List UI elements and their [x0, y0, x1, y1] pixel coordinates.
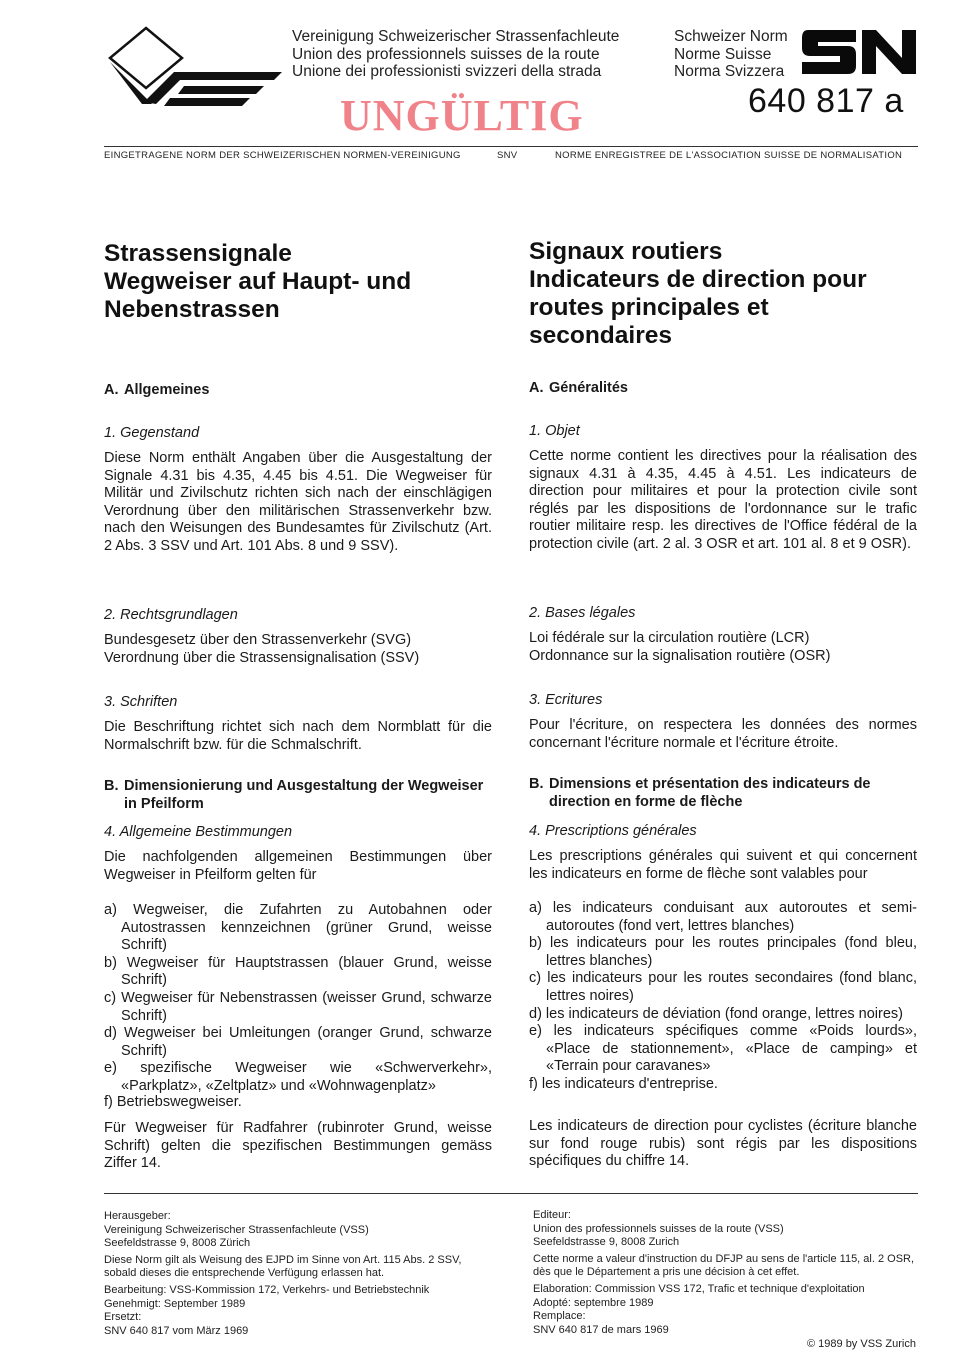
- subsection-3-title-de: [104, 693, 492, 711]
- section-a-heading-de: [104, 381, 492, 399]
- org-name-de: Vereinigung Schweizerischer Strassenfachleute: [292, 28, 620, 45]
- subsection-3-text-de: [104, 719, 492, 754]
- org-name-fr: Union des professionnels suisses de la route: [292, 45, 600, 63]
- norm-label-fr: Norme Suisse: [674, 45, 772, 63]
- subsection-1-text-fr: [529, 448, 917, 554]
- paragraph: Für Wegweiser für Radfahrer (rubinroter Grund, weisse Schrift) gelten die spezifischen Bestimmungen gemäss Ziffer 14.: [104, 1120, 492, 1172]
- title-line: Wegweiser auf Haupt- und: [104, 268, 412, 295]
- invalid-stamp: UNGÜLTIG: [340, 91, 584, 140]
- section-label: B.: [529, 776, 544, 792]
- footer-line: Seefeldstrasse 9, 8008 Zürich: [104, 1237, 251, 1250]
- footer-line: Editeur:: [533, 1209, 571, 1221]
- footer-divider: [104, 1193, 918, 1194]
- subsection-title: 2. Bases légales: [529, 605, 636, 621]
- section-b-heading-de: [104, 777, 492, 813]
- list-item: f) Betriebswegweiser.: [104, 1094, 242, 1110]
- section-a-heading-fr: [529, 379, 917, 397]
- title-line: Indicateurs de direction pour: [529, 266, 867, 293]
- page-title-fr: [529, 238, 917, 350]
- subsection-title: 4. Prescriptions générales: [529, 823, 697, 839]
- footer-line: Seefeldstrasse 9, 8008 Zurich: [533, 1236, 680, 1249]
- list-item: c) les indicateurs pour les routes secondaires (fond blanc, lettres noires): [529, 970, 917, 1004]
- registered-note-fr: NORME ENREGISTREE DE L'ASSOCIATION SUISSE DE NORMALISATION: [555, 150, 903, 161]
- paragraph: Les prescriptions générales qui suivent et qui concernent les indicateurs en forme de flèche sont valables pour: [529, 848, 917, 882]
- list-item: e) les indicateurs spécifiques comme «Poids lourds», «Place de stationnement», «Place de camping» et «Terrain pour caravanes»: [529, 1023, 917, 1075]
- footer-line: SNV 640 817 vom März 1969: [104, 1324, 249, 1337]
- subsection-1-text-de: [104, 450, 492, 556]
- title-line: Strassensignale: [104, 240, 292, 267]
- law-reference: Verordnung über die Strassensignalisation (SSV): [104, 649, 420, 666]
- section-b-heading-fr: [529, 775, 917, 811]
- subsection-title: 4. Allgemeine Bestimmungen: [104, 824, 293, 840]
- sign-type-list-de: [104, 902, 492, 1096]
- section-label: A.: [104, 382, 119, 398]
- footer-line: Bearbeitung: VSS-Kommission 172, Verkehrs- und Betriebstechnik: [104, 1283, 430, 1296]
- subsection-title: 3. Ecritures: [529, 692, 603, 708]
- paragraph: Diese Norm enthält Angaben über die Ausgestaltung der Signale 4.31 bis 4.35, 4.45 bis 4.51. Die Wegweiser für Militär und Zivilschutz richten sich nach der einschlägigen Verordnung über den militärischen Strassenverkehr bzw. nach den Weisungen des Bundesamtes für Zivilschutz (Art. 2 Abs. 3 SSV und Art. 101 Abs. 8 und 9 SSV).: [104, 450, 492, 554]
- section-label: A.: [529, 380, 544, 396]
- footer-line: Union des professionnels suisses de la route (VSS): [533, 1222, 784, 1235]
- footer-line: Elaboration: Commission VSS 172, Trafic et technique d'exploitation: [533, 1282, 865, 1295]
- subsection-4-title-de: [104, 823, 492, 841]
- list-item: f) les indicateurs d'entreprise.: [529, 1075, 718, 1092]
- subsection-4-intro-de: [104, 849, 492, 884]
- subsection-4-intro-fr: [529, 848, 917, 883]
- footer-line: Genehmigt: September 1989: [104, 1297, 246, 1310]
- subsection-title: 1. Gegenstand: [104, 425, 200, 441]
- title-line: routes principales et: [529, 294, 769, 321]
- law-reference: Loi fédérale sur la circulation routière (LCR): [529, 630, 810, 646]
- title-line: Signaux routiers: [529, 238, 723, 265]
- subsection-4-title-fr: [529, 822, 917, 840]
- section-label: B.: [104, 778, 119, 794]
- list-item: b) Wegweiser für Hauptstrassen (blauer Grund, weisse Schrift): [104, 954, 492, 989]
- norm-number: 640 817 a: [748, 82, 904, 120]
- title-line: secondaires: [529, 322, 672, 349]
- law-reference: Bundesgesetz über den Strassenverkehr (SVG): [104, 632, 412, 648]
- paragraph: Die nachfolgenden allgemeinen Bestimmungen über Wegweiser in Pfeilform gelten für: [104, 849, 492, 883]
- title-line: Nebenstrassen: [104, 296, 280, 323]
- list-item: d) les indicateurs de déviation (fond orange, lettres noires): [529, 1005, 903, 1022]
- list-item: a) les indicateurs conduisant aux autoroutes et semi-autoroutes (fond vert, lettres blanches): [529, 900, 917, 934]
- paragraph: Cette norme contient les directives pour la réalisation des signaux 4.31 à 4.35, 4.45 à 4.51. Les indicateurs de direction pour militaires et pour la protection civile sont réglés par les dispositions de l'ordonnance sur le trafic routier militaire resp. les directives de l'Office fédéral de la protection civile (art. 2 al. 3 OSR et art. 101 al. 8 et 9 OSR).: [529, 448, 917, 552]
- list-item: d) Wegweiser bei Umleitungen (oranger Grund, schwarze Schrift): [104, 1025, 492, 1059]
- vss-logo: [104, 26, 284, 108]
- list-item: b) les indicateurs pour les routes principales (fond bleu, lettres blanches): [529, 935, 917, 969]
- section-title: Allgemeines: [124, 382, 210, 398]
- list-item: a) Wegweiser, die Zufahrten zu Autobahnen oder Autostrassen kennzeichnen (grüner Grund, weisse Schrift): [104, 902, 492, 954]
- organisation-names: [292, 28, 619, 81]
- subsection-title: 1. Objet: [529, 423, 580, 439]
- footer-line: Ersetzt:: [104, 1311, 142, 1324]
- subsection-3-title-fr: [529, 691, 917, 709]
- footer-line: Herausgeber:: [104, 1210, 171, 1222]
- header-divider: [104, 146, 918, 147]
- subsection-title: 2. Rechtsgrundlagen: [104, 607, 238, 623]
- subsection-3-text-fr: [529, 717, 917, 752]
- sn-logo-mark: [800, 26, 920, 78]
- sign-type-list-fr: [529, 900, 917, 1094]
- section-title: Généralités: [549, 380, 628, 396]
- norm-label-it: Norma Svizzera: [674, 63, 785, 80]
- section-title: Dimensionierung und Ausgestaltung der Wegweiser in Pfeilform: [124, 778, 484, 812]
- subsection-2-text-de: [104, 632, 492, 667]
- org-name-it: Unione dei professionisti svizzeri della strada: [292, 63, 602, 80]
- snv-label: SNV: [497, 150, 518, 161]
- subsection-1-title-fr: [529, 422, 917, 440]
- paragraph: Die Beschriftung richtet sich nach dem Normblatt für die Normalschrift bzw. für die Schmalschrift.: [104, 719, 492, 753]
- footer-line: Vereinigung Schweizerischer Strassenfachleute (VSS): [104, 1223, 369, 1236]
- registered-note-de: EINGETRAGENE NORM DER SCHWEIZERISCHEN NORMEN-VEREINIGUNG: [104, 150, 461, 161]
- subsection-1-title-de: [104, 424, 492, 442]
- closing-paragraph-fr: [529, 1118, 917, 1171]
- subsection-2-text-fr: [529, 630, 917, 665]
- law-reference: Ordonnance sur la signalisation routière (OSR): [529, 647, 831, 664]
- publisher-info-fr: [533, 1209, 917, 1337]
- norm-label-de: Schweizer Norm: [674, 28, 788, 45]
- subsection-2-title-de: [104, 606, 492, 624]
- footer-line: Adopté: septembre 1989: [533, 1296, 654, 1309]
- footer-line: SNV 640 817 de mars 1969: [533, 1323, 669, 1336]
- paragraph: Pour l'écriture, on respectera les données des normes concernant l'écriture normale et l'écriture étroite.: [529, 717, 917, 751]
- page-title-de: [104, 240, 492, 324]
- paragraph: Les indicateurs de direction pour cyclistes (écriture blanche sur fond rouge rubis) sont régis par les dispositions spécifiques du chiffre 14.: [529, 1118, 917, 1170]
- closing-paragraph-de: [104, 1120, 492, 1173]
- section-title: Dimensions et présentation des indicateurs de direction en forme de flèche: [549, 776, 871, 810]
- copyright-notice: © 1989 by VSS Zurich: [807, 1338, 916, 1350]
- subsection-2-title-fr: [529, 604, 917, 622]
- footer-line: Diese Norm gilt als Weisung des EJPD im Sinne von Art. 115 Abs. 2 SSV, sobald dieses die entsprechende Verfügung erlassen hat.: [104, 1253, 462, 1280]
- list-item: e) spezifische Wegweiser wie «Schwerverkehr», «Parkplatz», «Zeltplatz» und «Wohnwagenplatz»: [104, 1060, 492, 1094]
- subsection-title: 3. Schriften: [104, 694, 178, 710]
- list-item-f-de: [104, 1094, 492, 1112]
- footer-line: Remplace:: [533, 1310, 586, 1323]
- norm-type-labels: [674, 28, 788, 81]
- publisher-info-de: [104, 1210, 494, 1338]
- list-item: c) Wegweiser für Nebenstrassen (weisser Grund, schwarze Schrift): [104, 989, 492, 1024]
- footer-line: Cette norme a valeur d'instruction du DFJP au sens de l'article 115, al. 2 OSR, dès que le Département a pris une décision à cet effet.: [533, 1252, 915, 1279]
